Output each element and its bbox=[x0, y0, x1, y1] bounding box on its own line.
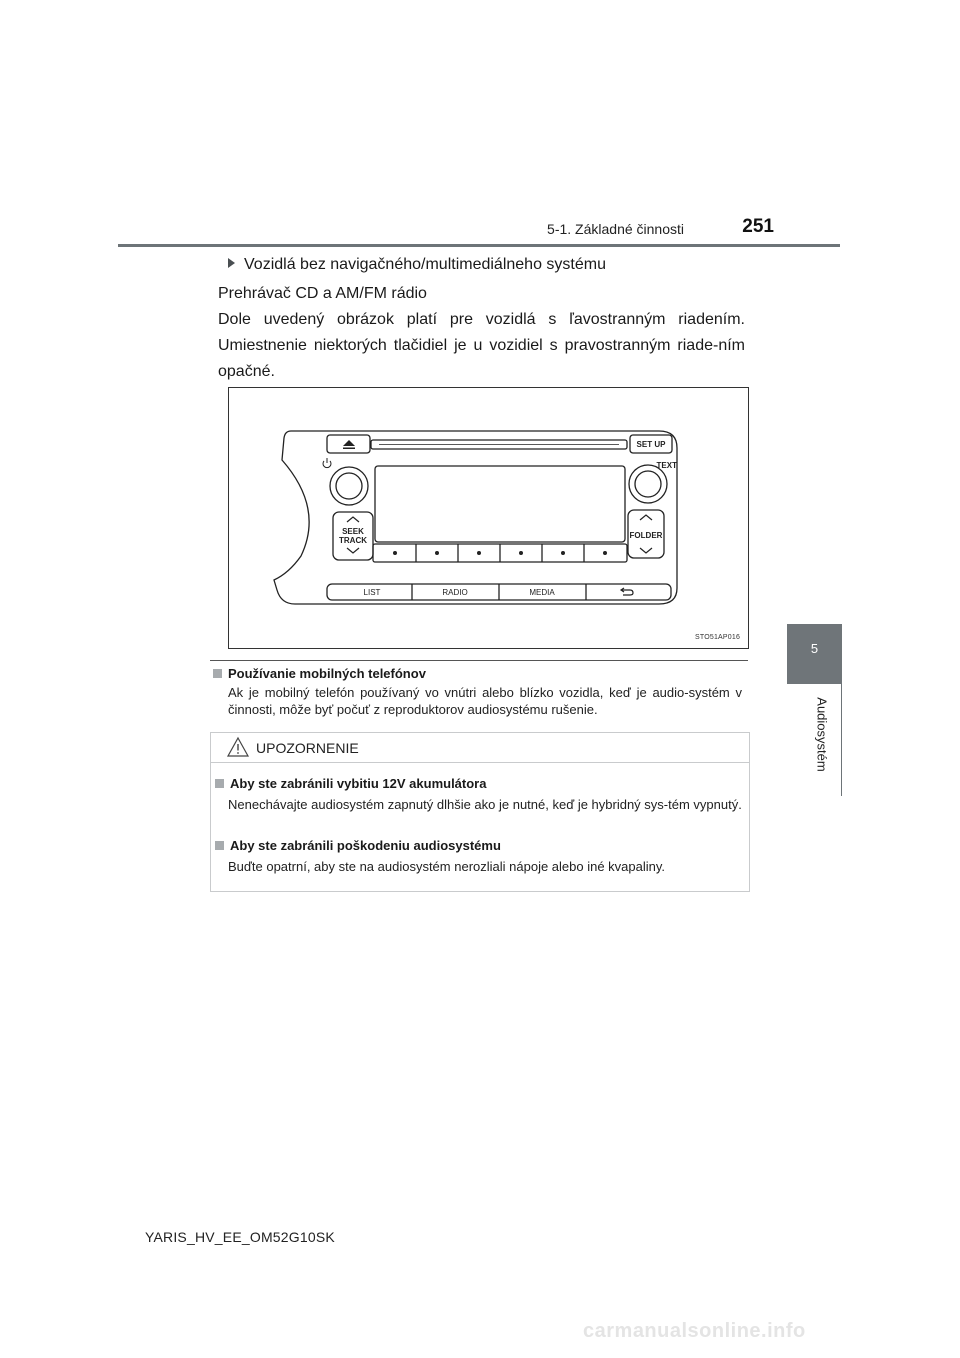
media-label: MEDIA bbox=[529, 588, 555, 597]
chapter-number: 5 bbox=[810, 641, 819, 656]
document-code: YARIS_HV_EE_OM52G10SK bbox=[145, 1229, 335, 1245]
info-text: Ak je mobilný telefón používaný vo vnútri alebo blízko vozidla, keď je audio-systém v činnosti, môže byť počuť z reproduktorov audiosystému rušenie. bbox=[228, 685, 742, 717]
warning-triangle-icon bbox=[226, 736, 250, 763]
square-bullet-icon bbox=[215, 779, 224, 788]
header-rule bbox=[118, 244, 840, 247]
chevron-up-icon bbox=[347, 517, 359, 522]
section-separator bbox=[210, 660, 748, 661]
panel-bezel bbox=[274, 431, 677, 604]
square-bullet-icon bbox=[215, 841, 224, 850]
text-label: TEXT bbox=[656, 461, 677, 470]
warning-item-title: Aby ste zabránili vybitiu 12V akumulátora bbox=[215, 776, 486, 791]
warning-item-title: Aby ste zabránili poškodeniu audiosystému bbox=[215, 838, 501, 853]
figure-code: STO51AP016 bbox=[695, 634, 741, 641]
warning-header-rule bbox=[210, 762, 750, 763]
seek-label: SEEK bbox=[342, 527, 364, 536]
info-heading: Používanie mobilných telefónov bbox=[213, 666, 426, 681]
power-icon bbox=[323, 458, 331, 468]
subtitle: Prehrávač CD a AM/FM rádio bbox=[218, 285, 427, 302]
warning-item-text: Nenechávajte audiosystém zapnutý dlhšie ako je nutné, keď je hybridný sys-tém vypnutý. bbox=[228, 797, 742, 812]
display-screen bbox=[375, 466, 625, 542]
radio-label: RADIO bbox=[442, 588, 468, 597]
body-paragraph: Dole uvedený obrázok platí pre vozidlá s ľavostranným riadením. Umiestnenie niektorých tlačidiel je u vozidiel s pravostranným riade-ním opačné. bbox=[218, 311, 745, 380]
chevron-up-icon bbox=[640, 515, 652, 520]
warning-item-text: Buďte opatrní, aby ste na audiosystém nerozliali nápoje alebo iné kvapaliny. bbox=[228, 859, 666, 874]
audio-panel-illustration bbox=[229, 388, 748, 648]
page-number: 251 bbox=[742, 216, 774, 237]
bullet-heading: Vozidlá bez navigačného/multimediálneho systému bbox=[228, 256, 606, 274]
chapter-tab-rule bbox=[841, 684, 842, 796]
setup-label: SET UP bbox=[636, 440, 666, 449]
list-label: LIST bbox=[363, 588, 381, 597]
watermark: carmanualsonline.info bbox=[583, 1320, 806, 1342]
chevron-down-icon bbox=[640, 548, 652, 553]
chapter-label: Audiosystém bbox=[814, 697, 830, 772]
chevron-down-icon bbox=[347, 548, 359, 553]
back-icon bbox=[622, 590, 633, 595]
triangle-bullet-icon bbox=[228, 258, 235, 268]
warning-label: UPOZORNENIE bbox=[256, 740, 359, 756]
track-label: TRACK bbox=[339, 536, 367, 545]
eject-icon bbox=[343, 440, 355, 446]
section-title: 5-1. Základné činnosti bbox=[547, 221, 684, 237]
square-bullet-icon bbox=[213, 669, 222, 678]
audio-panel-figure bbox=[228, 387, 749, 649]
folder-label: FOLDER bbox=[629, 531, 663, 540]
